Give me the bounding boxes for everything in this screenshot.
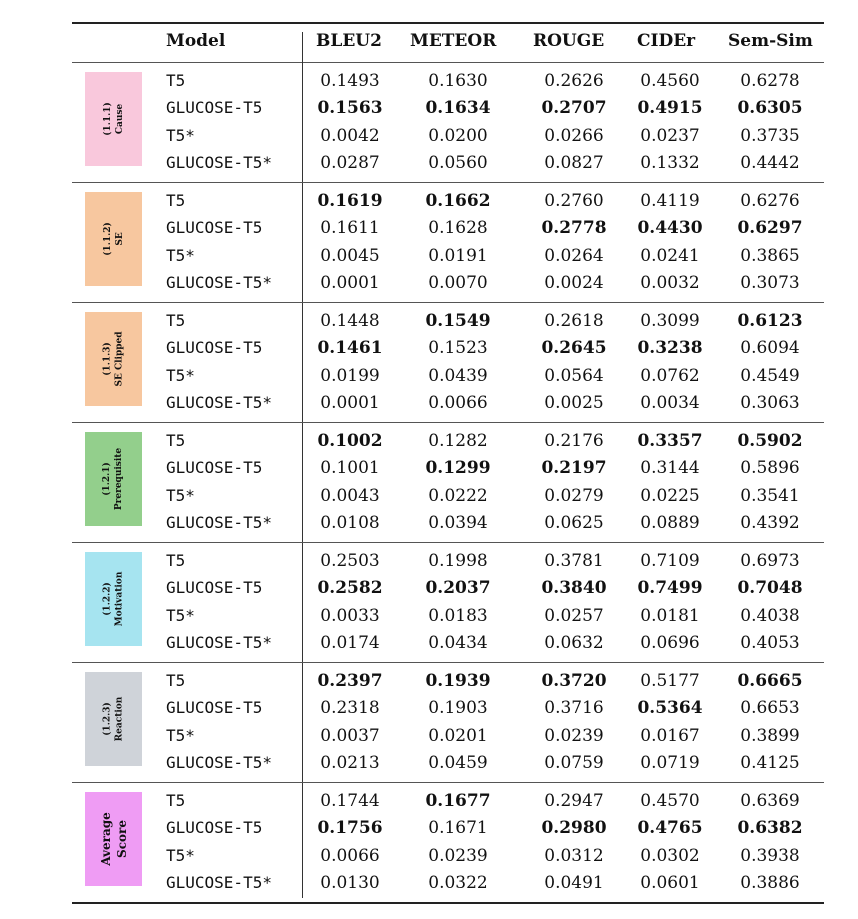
group-rule — [72, 782, 824, 783]
score-cell: 0.2947 — [544, 791, 604, 811]
bottom-rule — [72, 902, 824, 904]
score-cell: 0.1523 — [428, 338, 488, 359]
score-cell: 0.2618 — [544, 311, 604, 331]
score-cell: 0.1998 — [428, 551, 488, 571]
table-row — [72, 630, 824, 657]
score-cell: 0.0024 — [544, 272, 604, 293]
score-cell: 0.4125 — [740, 752, 800, 773]
score-cell: 0.0001 — [320, 272, 380, 293]
score-cell: 0.0889 — [640, 512, 700, 533]
score-cell: 0.3238 — [637, 338, 703, 359]
model-name: GLUCOSE-T5 — [166, 698, 263, 718]
score-cell: 0.0601 — [640, 872, 700, 893]
score-cell: 0.6297 — [737, 218, 803, 239]
score-cell: 0.0394 — [428, 512, 488, 533]
score-cell: 0.0302 — [640, 845, 700, 866]
table-row — [72, 455, 824, 482]
score-cell: 0.0037 — [320, 725, 380, 746]
model-name: T5* — [166, 485, 195, 505]
score-cell: 0.0719 — [640, 752, 700, 773]
score-cell: 0.0199 — [320, 365, 380, 386]
group-label-line: SE — [114, 232, 125, 246]
score-cell: 0.6276 — [740, 191, 800, 211]
score-cell: 0.0434 — [428, 632, 488, 653]
score-cell: 0.1677 — [425, 791, 491, 811]
score-cell: 0.0696 — [640, 632, 700, 653]
score-cell: 0.3720 — [541, 671, 607, 691]
group-rule — [72, 542, 824, 543]
score-cell: 0.1002 — [317, 431, 383, 451]
table-row — [72, 843, 824, 870]
score-cell: 0.4392 — [740, 512, 800, 533]
score-cell: 0.4119 — [640, 191, 700, 211]
group-rule — [72, 662, 824, 663]
group-label-line: (1.1.2) — [102, 222, 113, 256]
group-label-line: (1.1.3) — [102, 342, 113, 376]
score-cell: 0.3735 — [740, 125, 800, 146]
model-name: GLUCOSE-T5* — [166, 392, 272, 412]
score-cell: 0.0045 — [320, 245, 380, 266]
header-rule — [72, 62, 824, 63]
score-cell: 0.6665 — [737, 671, 803, 691]
score-cell: 0.1461 — [317, 338, 383, 359]
score-cell: 0.1332 — [640, 152, 700, 173]
score-cell: 0.1903 — [428, 698, 488, 719]
score-cell: 0.4038 — [740, 605, 800, 626]
score-cell: 0.2778 — [541, 218, 607, 239]
score-cell: 0.0632 — [544, 632, 604, 653]
model-name: GLUCOSE-T5 — [166, 218, 263, 238]
score-cell: 0.0762 — [640, 365, 700, 386]
score-cell: 0.2707 — [541, 98, 607, 119]
score-cell: 0.2980 — [541, 818, 607, 839]
model-name: T5* — [166, 605, 195, 625]
score-cell: 0.0322 — [428, 872, 488, 893]
table-row — [72, 363, 824, 390]
score-cell: 0.2197 — [541, 458, 607, 479]
table-row — [72, 750, 824, 777]
table-row — [72, 335, 824, 362]
score-cell: 0.1756 — [317, 818, 383, 839]
metric-group — [72, 542, 824, 662]
table-row — [72, 510, 824, 537]
score-cell: 0.1493 — [320, 71, 380, 91]
metric-group — [72, 62, 824, 182]
score-cell: 0.0108 — [320, 512, 380, 533]
group-rule — [72, 182, 824, 183]
table-row — [72, 270, 824, 297]
score-cell: 0.0066 — [320, 845, 380, 866]
score-cell: 0.0033 — [320, 605, 380, 626]
metric-group — [72, 182, 824, 302]
group-label-line: (1.2.3) — [102, 702, 113, 736]
model-name: GLUCOSE-T5* — [166, 872, 272, 892]
table-row — [72, 243, 824, 270]
score-cell: 0.0560 — [428, 152, 488, 173]
score-cell: 0.0564 — [544, 365, 604, 386]
table-row — [72, 428, 824, 455]
score-cell: 0.2760 — [544, 191, 604, 211]
score-cell: 0.1662 — [425, 191, 491, 211]
table-row — [72, 483, 824, 510]
score-cell: 0.4915 — [637, 98, 703, 119]
score-cell: 0.0032 — [640, 272, 700, 293]
group-label-line: Motivation — [114, 571, 125, 627]
score-cell: 0.2397 — [317, 671, 383, 691]
score-cell: 0.0264 — [544, 245, 604, 266]
score-cell: 0.3063 — [740, 392, 800, 413]
score-cell: 0.1563 — [317, 98, 383, 119]
header-meteor: METEOR — [410, 31, 497, 51]
metric-group — [72, 782, 824, 902]
table-row — [72, 723, 824, 750]
table-row — [72, 603, 824, 630]
table-row — [72, 188, 824, 215]
score-cell: 0.6973 — [740, 551, 800, 571]
score-cell: 0.6123 — [737, 311, 803, 331]
score-cell: 0.3938 — [740, 845, 800, 866]
table-row — [72, 870, 824, 897]
score-cell: 0.0439 — [428, 365, 488, 386]
model-name: GLUCOSE-T5 — [166, 338, 263, 358]
score-cell: 0.2037 — [425, 578, 491, 599]
header-sem-sim: Sem-Sim — [728, 31, 813, 51]
model-name: GLUCOSE-T5* — [166, 632, 272, 652]
score-cell: 0.0241 — [640, 245, 700, 266]
model-name: T5* — [166, 725, 195, 745]
group-label-line: Average — [98, 812, 113, 866]
group-label-line: SE Clipped — [114, 331, 125, 387]
score-cell: 0.0239 — [544, 725, 604, 746]
score-cell: 0.0034 — [640, 392, 700, 413]
score-cell: 0.4430 — [637, 218, 703, 239]
score-cell: 0.4442 — [740, 152, 800, 173]
score-cell: 0.1549 — [425, 311, 491, 331]
score-cell: 0.1744 — [320, 791, 380, 811]
score-cell: 0.1619 — [317, 191, 383, 211]
group-label-line: (1.2.1) — [102, 462, 113, 496]
model-name: T5 — [166, 671, 186, 690]
score-cell: 0.0625 — [544, 512, 604, 533]
metric-group — [72, 662, 824, 782]
score-cell: 0.4765 — [637, 818, 703, 839]
score-cell: 0.4570 — [640, 791, 700, 811]
table-row — [72, 548, 824, 575]
model-name: GLUCOSE-T5 — [166, 818, 263, 838]
score-cell: 0.0043 — [320, 485, 380, 506]
header-row — [72, 22, 824, 62]
score-cell: 0.5902 — [737, 431, 803, 451]
group-rule — [72, 422, 824, 423]
header-model: Model — [166, 31, 226, 51]
model-name: T5* — [166, 125, 195, 145]
score-cell: 0.0042 — [320, 125, 380, 146]
score-cell: 0.6278 — [740, 71, 800, 91]
score-cell: 0.1671 — [428, 818, 488, 839]
model-name: T5 — [166, 311, 186, 330]
model-name: T5 — [166, 431, 186, 450]
score-cell: 0.4053 — [740, 632, 800, 653]
table-row — [72, 668, 824, 695]
model-name: GLUCOSE-T5* — [166, 152, 272, 172]
score-cell: 0.4549 — [740, 365, 800, 386]
score-cell: 0.2318 — [320, 698, 380, 719]
header-bleu2: BLEU2 — [316, 31, 382, 51]
score-cell: 0.0183 — [428, 605, 488, 626]
score-cell: 0.3073 — [740, 272, 800, 293]
score-cell: 0.1001 — [320, 458, 380, 479]
score-cell: 0.3541 — [740, 485, 800, 506]
score-cell: 0.1448 — [320, 311, 380, 331]
score-cell: 0.0181 — [640, 605, 700, 626]
table-row — [72, 123, 824, 150]
group-label-line: Reaction — [114, 696, 125, 742]
score-cell: 0.3781 — [544, 551, 604, 571]
score-cell: 0.7109 — [640, 551, 700, 571]
score-cell: 0.0459 — [428, 752, 488, 773]
score-cell: 0.0287 — [320, 152, 380, 173]
score-cell: 0.0491 — [544, 872, 604, 893]
score-cell: 0.6653 — [740, 698, 800, 719]
score-cell: 0.5364 — [637, 698, 703, 719]
model-name: T5* — [166, 845, 195, 865]
score-cell: 0.1282 — [428, 431, 488, 451]
score-cell: 0.0191 — [428, 245, 488, 266]
score-cell: 0.7048 — [737, 578, 803, 599]
score-cell: 0.2582 — [317, 578, 383, 599]
score-cell: 0.3899 — [740, 725, 800, 746]
score-cell: 0.3099 — [640, 311, 700, 331]
score-cell: 0.6369 — [740, 791, 800, 811]
score-cell: 0.0827 — [544, 152, 604, 173]
score-cell: 0.7499 — [637, 578, 703, 599]
group-rule — [72, 302, 824, 303]
score-cell: 0.0001 — [320, 392, 380, 413]
table-row — [72, 815, 824, 842]
score-cell: 0.0759 — [544, 752, 604, 773]
table-row — [72, 390, 824, 417]
table-row — [72, 575, 824, 602]
table-row — [72, 788, 824, 815]
score-cell: 0.0225 — [640, 485, 700, 506]
metric-group — [72, 422, 824, 542]
score-cell: 0.4560 — [640, 71, 700, 91]
metric-group — [72, 302, 824, 422]
score-cell: 0.0222 — [428, 485, 488, 506]
score-cell: 0.0257 — [544, 605, 604, 626]
model-name: GLUCOSE-T5 — [166, 458, 263, 478]
score-cell: 0.0213 — [320, 752, 380, 773]
model-name: T5* — [166, 365, 195, 385]
score-cell: 0.5177 — [640, 671, 700, 691]
score-cell: 0.3144 — [640, 458, 700, 479]
score-cell: 0.0066 — [428, 392, 488, 413]
model-name: GLUCOSE-T5 — [166, 578, 263, 598]
score-cell: 0.0025 — [544, 392, 604, 413]
score-cell: 0.0070 — [428, 272, 488, 293]
score-cell: 0.1299 — [425, 458, 491, 479]
header-cider: CIDEr — [637, 31, 696, 51]
group-label-line: Prerequisite — [114, 447, 125, 511]
score-cell: 0.6305 — [737, 98, 803, 119]
model-name: GLUCOSE-T5* — [166, 512, 272, 532]
group-label-line: Score — [114, 820, 129, 858]
score-cell: 0.3840 — [541, 578, 607, 599]
score-cell: 0.0239 — [428, 845, 488, 866]
score-cell: 0.0266 — [544, 125, 604, 146]
score-cell: 0.3357 — [637, 431, 703, 451]
score-cell: 0.0201 — [428, 725, 488, 746]
model-name: T5 — [166, 791, 186, 810]
table-row — [72, 68, 824, 95]
score-cell: 0.0279 — [544, 485, 604, 506]
model-name: T5* — [166, 245, 195, 265]
score-cell: 0.1628 — [428, 218, 488, 239]
score-cell: 0.3716 — [544, 698, 604, 719]
table-row — [72, 215, 824, 242]
model-name: T5 — [166, 191, 186, 210]
model-name: GLUCOSE-T5 — [166, 98, 263, 118]
model-name: T5 — [166, 551, 186, 570]
model-name: GLUCOSE-T5* — [166, 752, 272, 772]
score-cell: 0.0167 — [640, 725, 700, 746]
column-separator — [302, 32, 303, 898]
score-cell: 0.6094 — [740, 338, 800, 359]
score-cell: 0.5896 — [740, 458, 800, 479]
score-cell: 0.0312 — [544, 845, 604, 866]
score-cell: 0.1939 — [425, 671, 491, 691]
group-label-line: (1.2.2) — [102, 582, 113, 616]
score-cell: 0.2503 — [320, 551, 380, 571]
group-label-line: Cause — [114, 103, 125, 135]
score-cell: 0.3886 — [740, 872, 800, 893]
score-cell: 0.1630 — [428, 71, 488, 91]
score-cell: 0.0130 — [320, 872, 380, 893]
table-row — [72, 95, 824, 122]
score-cell: 0.2645 — [541, 338, 607, 359]
model-name: T5 — [166, 71, 186, 90]
score-cell: 0.0237 — [640, 125, 700, 146]
score-cell: 0.0200 — [428, 125, 488, 146]
table-row — [72, 150, 824, 177]
score-cell: 0.2626 — [544, 71, 604, 91]
table-row — [72, 695, 824, 722]
header-rouge: ROUGE — [533, 31, 605, 51]
score-cell: 0.1634 — [425, 98, 491, 119]
score-cell: 0.2176 — [544, 431, 604, 451]
score-cell: 0.0174 — [320, 632, 380, 653]
score-cell: 0.6382 — [737, 818, 803, 839]
score-cell: 0.1611 — [320, 218, 380, 239]
table-row — [72, 308, 824, 335]
score-cell: 0.3865 — [740, 245, 800, 266]
group-label-line: (1.1.1) — [102, 102, 113, 136]
model-name: GLUCOSE-T5* — [166, 272, 272, 292]
